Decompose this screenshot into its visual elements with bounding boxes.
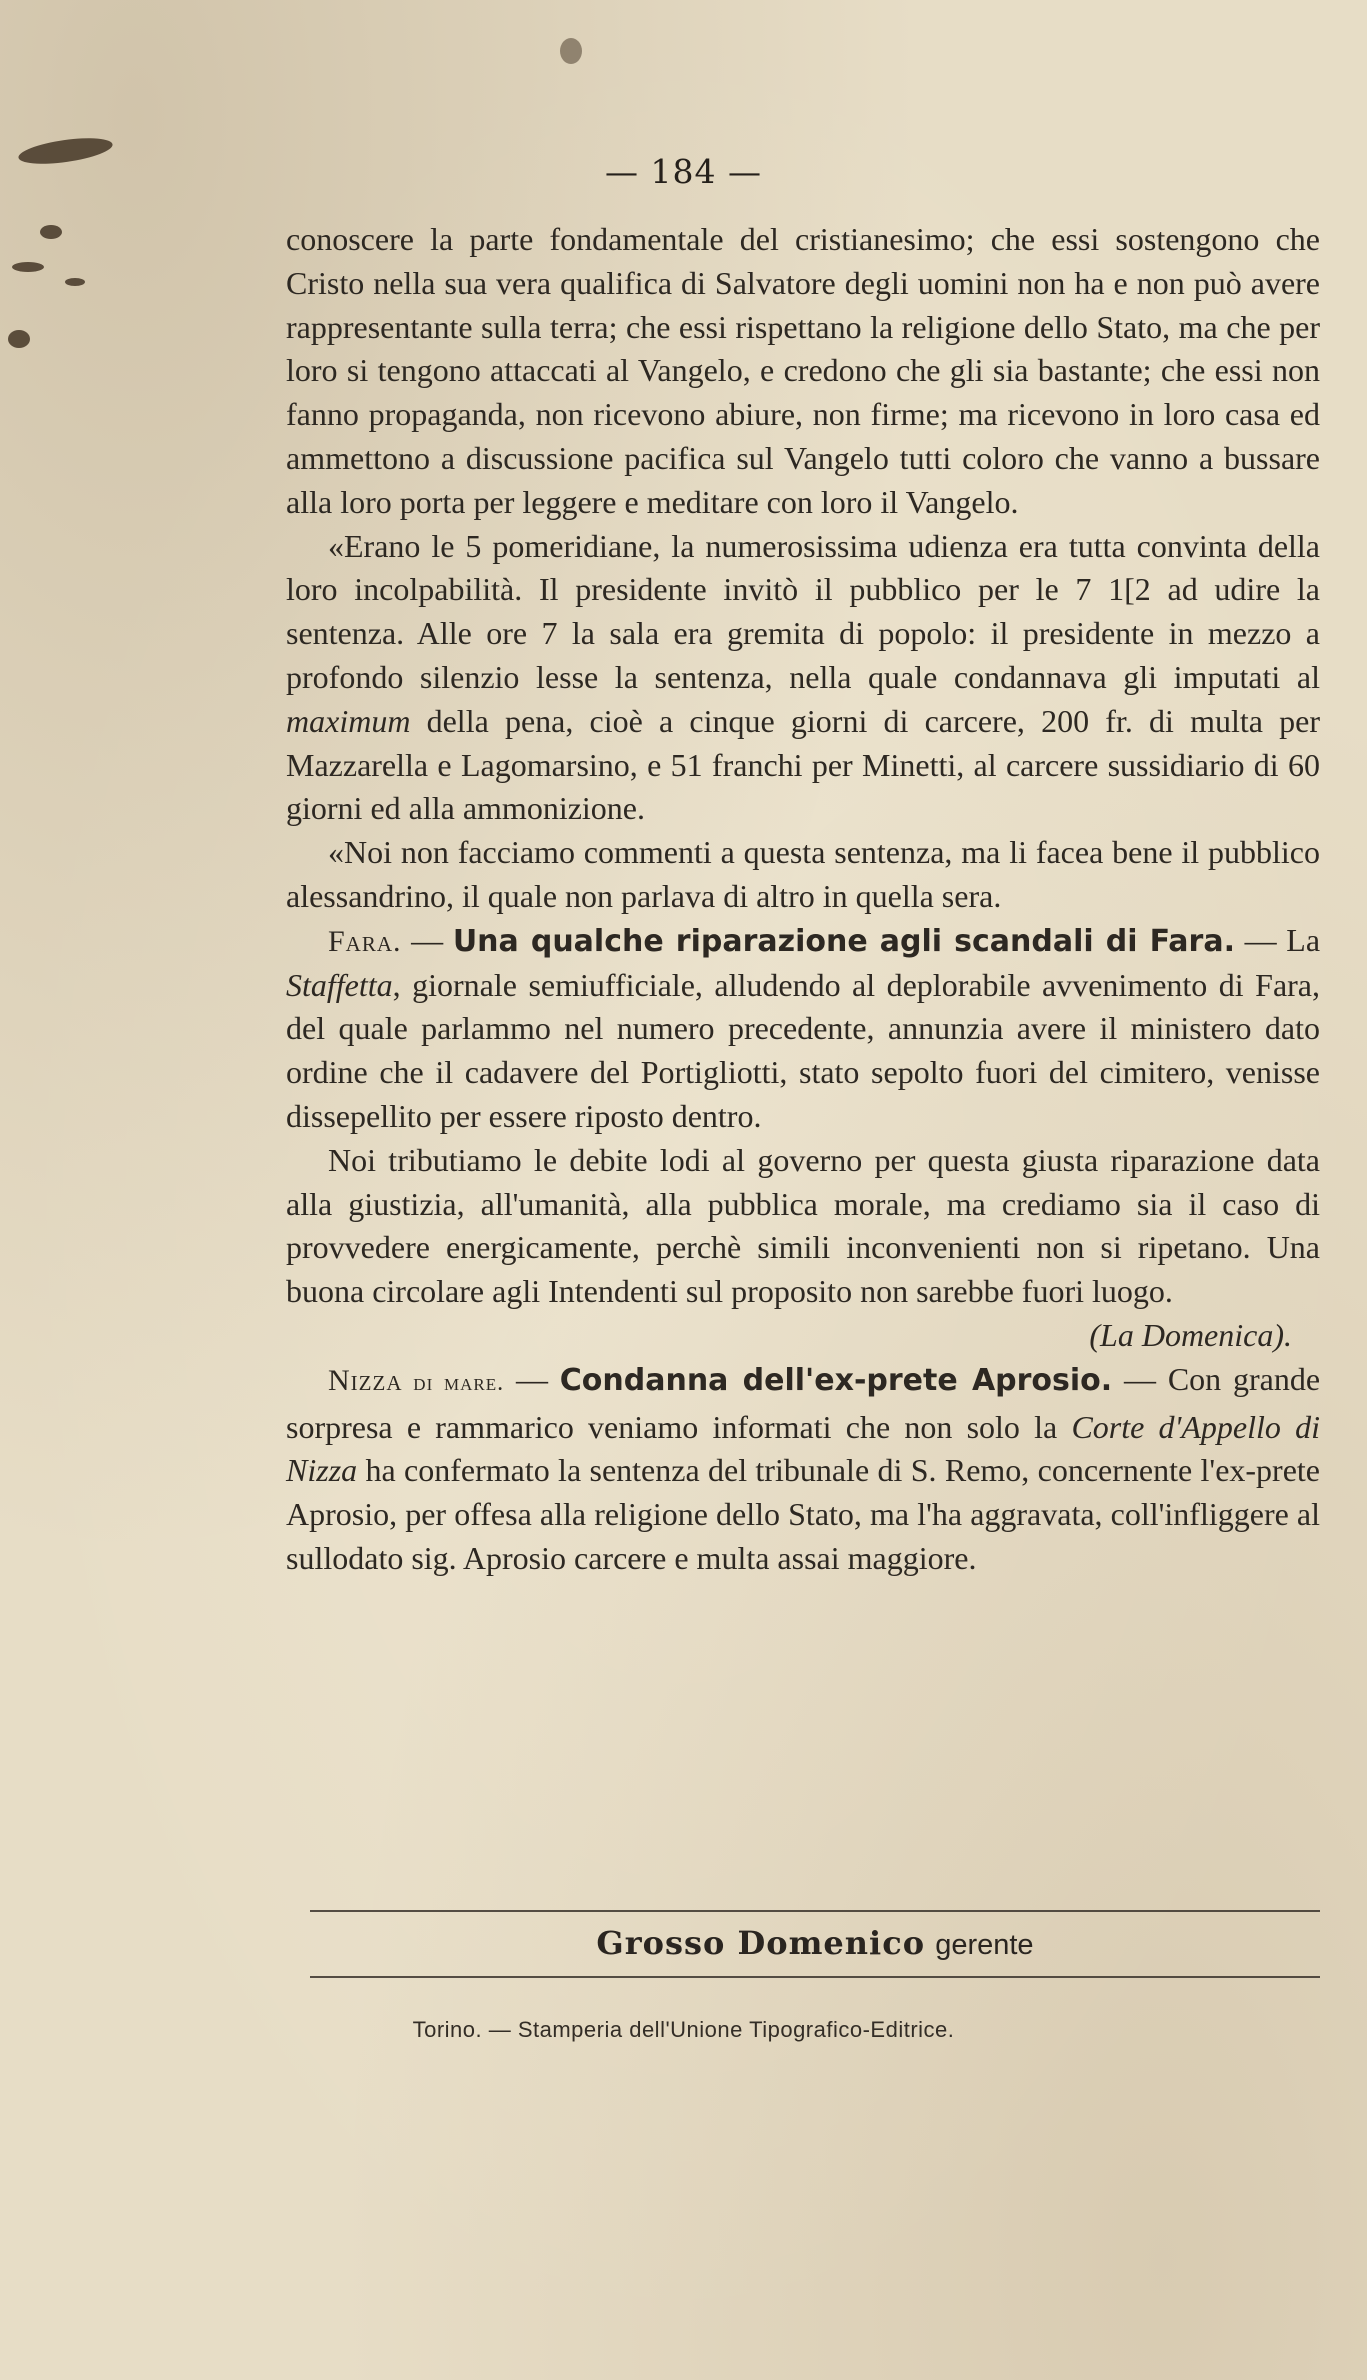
paragraph-text: Noi tributiamo le debite lodi al governo per questa giusta riparazione data alla giustizia, all'umanità, alla pubblica morale, ma crediamo sia il caso di provvedere energicamente, perchè simili inconvenienti non si ripetano. Una buona circolare agli Intendenti sul proposito non sarebbe fuori luogo. — [286, 1141, 1320, 1310]
paragraph-text: «Noi non facciamo commenti a questa sentenza, ma li facea bene il pubblico alessandrino, il quale non parlava di altro in quella sera. — [286, 834, 1320, 914]
nizza-news-item — [286, 1358, 1320, 1581]
place-name: Fara. — [328, 924, 402, 958]
news-headline: Condanna dell'ex-prete Aprosio. — [559, 1362, 1113, 1398]
ink-smudge — [560, 38, 582, 64]
paragraph-text: Con grande sorpresa e rammarico veniamo informati che non solo la — [286, 1360, 1321, 1445]
dash: — — [401, 921, 453, 958]
dash: — — [1234, 921, 1287, 958]
dash: — — [504, 1360, 560, 1397]
printer-imprint: Torino. — Stamperia dell'Unione Tipografico-Editrice. — [412, 2017, 955, 2042]
paragraph — [286, 831, 1320, 919]
dash: — — [1112, 1360, 1168, 1397]
paragraph-text: della pena, cioè a cinque giorni di carcere, 200 fr. di multa per Mazzarella e Lagomarsino, e 51 franchi per Minetti, al carcere sussidiario di 60 giorni ed alla ammonizione. — [286, 702, 1320, 827]
paragraph — [286, 1139, 1320, 1314]
paragraph-text: La — [1286, 921, 1321, 958]
divider — [310, 1910, 1320, 1912]
paragraph-text: conoscere la parte fondamentale del cristianesimo; che essi sostengono che Cristo nella sua vera qualifica di Salvatore degli uomini non ha e non può avere rappresentante sulla terra; che essi rispettano la religione dello Stato, ma che per loro si tengono attaccati al Vangelo, e credono che gli sia bastante; che essi non fanno propaganda, non ricevono abiure, non firme; ma ricevono in loro casa ed ammettono a discussione pacifica sul Vangelo tutti coloro che vanno a bussare alla loro porta per leggere e meditare con loro il Vangelo. — [286, 221, 1320, 520]
source-name: (La Domenica). — [1089, 1316, 1292, 1353]
place-name: Nizza — [328, 1363, 403, 1397]
source-credit — [286, 1314, 1320, 1358]
footer-block — [310, 1910, 1320, 1978]
news-headline: Una qualche riparazione agli scandali di Fara. — [452, 923, 1235, 959]
page-number: — 184 — — [605, 152, 762, 191]
fara-news-item — [286, 919, 1320, 1139]
ink-smudge — [40, 225, 62, 239]
place-name-suffix: di mare. — [402, 1369, 505, 1396]
paragraph — [286, 525, 1320, 832]
divider — [310, 1976, 1320, 1978]
ink-smudge — [12, 262, 44, 272]
manager-signature — [310, 1924, 1320, 1962]
paragraph-text: , giornale semiufficiale, alludendo al deplorabile avvenimento di Fara, del quale parlammo nel numero precedente, annunzia avere il ministero dato ordine che il cadavere del Portigliotti, stato sepolto fuori del cimitero, venisse dissepellito per essere riposto dentro. — [286, 966, 1320, 1134]
court-name: Corte d'Appello di Nizza — [286, 1408, 1321, 1489]
manager-role: gerente — [935, 1929, 1034, 1961]
paragraph-text: «Erano le 5 pomeridiane, la numerosissima udienza era tutta convinta della loro incolpabilità. Il presidente invitò il pubblico per le 7 1[2 ad udire la sentenza. Alle ore 7 la sala era gremita di popolo: il presidente in mezzo a profondo silenzio lesse la sentenza, nella quale condannava gli imputati al — [286, 527, 1320, 695]
ink-smudge — [8, 330, 30, 348]
article-body — [286, 218, 1320, 1581]
ink-smudge — [65, 278, 85, 286]
italic-term: maximum — [286, 702, 411, 739]
paragraph-text: ha confermato la sentenza del tribunale di S. Remo, concernente l'ex-prete Aprosio, per offesa alla religione dello Stato, ma l'ha aggravata, coll'infliggere al sullodato sig. Aprosio carcere e multa assai maggiore. — [286, 1452, 1320, 1576]
paragraph — [286, 218, 1320, 525]
manager-name: Grosso Domenico — [596, 1924, 926, 1962]
newspaper-name: Staffetta — [286, 966, 393, 1003]
